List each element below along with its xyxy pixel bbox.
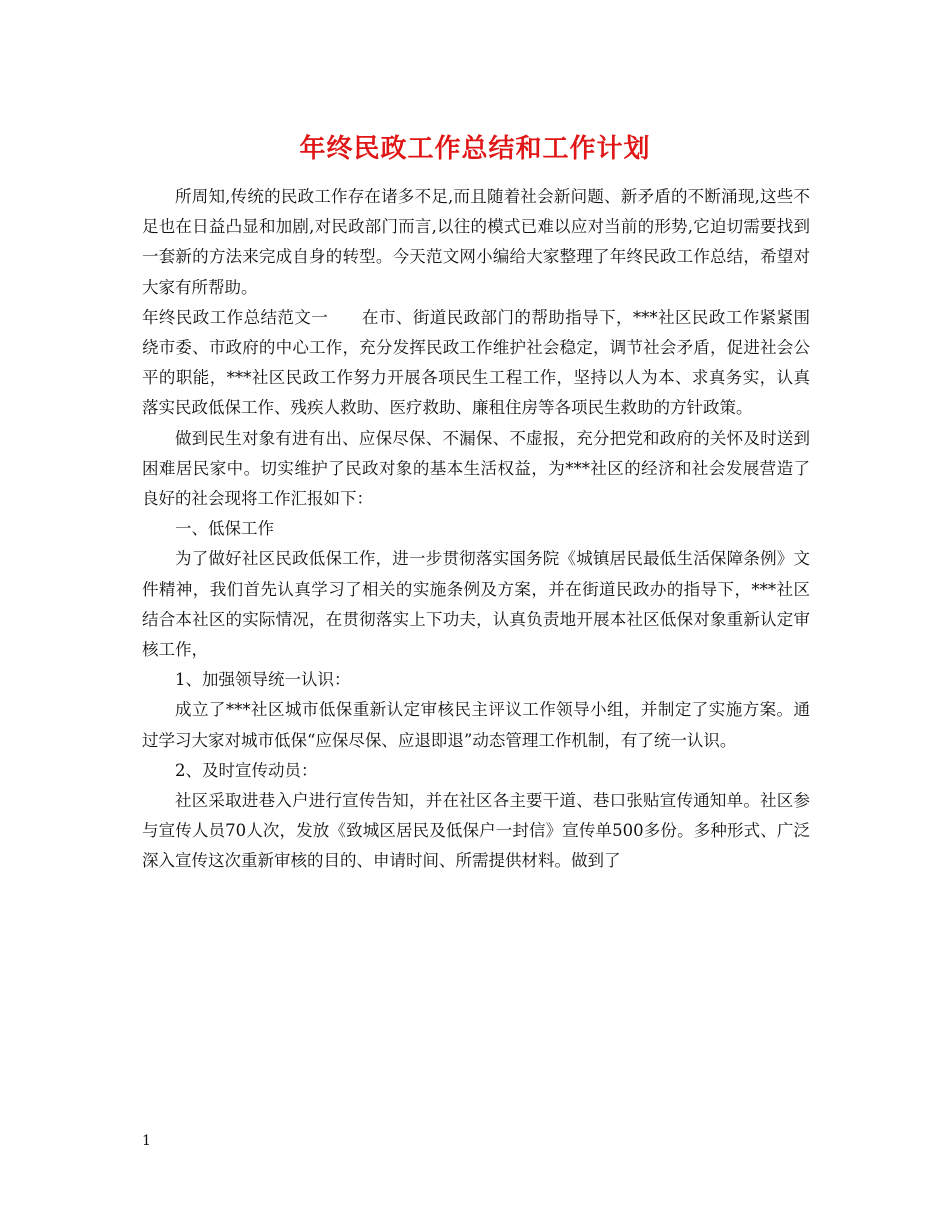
document-body (142, 182, 810, 877)
paragraph-achievement: 做到民生对象有进有出、应保尽保、不漏保、不虚报，充分把党和政府的关怀及时送到困难居民家中。切实维护了民政对象的基本生活权益，为***社区的经济和社会发展营造了良好的社会现将工作汇报如下： (142, 428, 810, 509)
paragraph-low-income-work: 为了做好社区民政低保工作，进一步贯彻落实国务院《城镇居民最低生活保障条例》文件精神，我们首先认真学习了相关的实施条例及方案，并在街道民政办的指导下，***社区结合本社区的实际情况，在贯彻落实上下功夫，认真负责地开展本社区低保对象重新认定审核工作， (142, 549, 810, 660)
paragraph-sample-one: 年终民政工作总结范文一 在市、街道民政部门的帮助指导下，***社区民政工作紧紧围绕市委、市政府的中心工作，充分发挥民政工作维护社会稳定，调节社会矛盾，促进社会公平的职能，***社区民政工作努力开展各项民生工程工作，坚持以人为本、求真务实，认真落实民政低保工作、残疾人救助、医疗救助、廉租住房等各项民生救助的方针政策。 (142, 307, 810, 418)
subheading-leadership: 1、加强领导统一认识： (175, 670, 351, 690)
section-heading-low-income: 一、低保工作 (175, 519, 274, 539)
document-title: 年终民政工作总结和工作计划 (299, 134, 651, 164)
paragraph-publicity: 社区采取进巷入户进行宣传告知，并在社区各主要干道、巷口张贴宣传通知单。社区参与宣传人员70人次，发放《致城区居民及低保户一封信》宣传单500多份。多种形式、广泛深入宣传这次重新审核的目的、申请时间、所需提供材料。做到了 (142, 791, 810, 871)
page-number: 1 (142, 1133, 151, 1149)
paragraph-leadership: 成立了***社区城市低保重新认定审核民主评议工作领导小组，并制定了实施方案。通过学习大家对城市低保“应保尽保、应退即退”动态管理工作机制，有了统一认识。 (142, 700, 810, 750)
paragraph-intro: 所周知,传统的民政工作存在诸多不足,而且随着社会新问题、新矛盾的不断涌现,这些不足也在日益凸显和加剧,对民政部门而言,以往的模式已难以应对当前的形势,它迫切需要找到一套新的方法来完成自身的转型。今天范文网小编给大家整理了年终民政工作总结，希望对大家有所帮助。 (142, 187, 810, 297)
subheading-publicity: 2、及时宣传动员： (175, 760, 318, 780)
